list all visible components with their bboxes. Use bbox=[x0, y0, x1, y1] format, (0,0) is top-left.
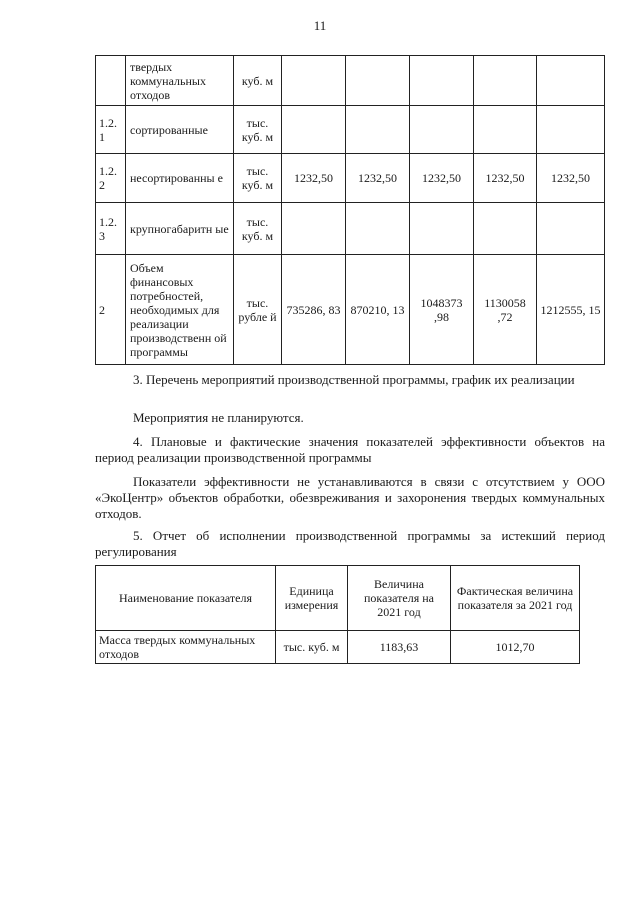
row-value: 1212555, 15 bbox=[537, 255, 605, 365]
row-name: Масса твердых коммунальных отходов bbox=[96, 631, 276, 664]
table-row bbox=[96, 255, 605, 365]
row-value: 1232,50 bbox=[346, 154, 410, 203]
row-value bbox=[537, 106, 605, 154]
row-unit: тыс. куб. м bbox=[234, 203, 282, 255]
row-value: 1232,50 bbox=[537, 154, 605, 203]
row-name: сортированные bbox=[126, 106, 234, 154]
section-3-text: Мероприятия не планируются. bbox=[133, 410, 304, 425]
section-4-heading: 4. Плановые и фактические значения показателей эффективности объектов на период реализации производственной программы bbox=[95, 434, 605, 465]
row-unit: тыс. куб. м bbox=[276, 631, 348, 664]
row-unit: тыс. куб. м bbox=[234, 154, 282, 203]
row-value bbox=[410, 106, 474, 154]
row-value: 1232,50 bbox=[410, 154, 474, 203]
header-unit: Единица измерения bbox=[276, 566, 348, 631]
row-number: 1.2. 1 bbox=[96, 106, 126, 154]
row-value bbox=[537, 56, 605, 106]
row-value bbox=[537, 203, 605, 255]
row-value bbox=[282, 203, 346, 255]
row-value bbox=[474, 203, 537, 255]
section-3-heading: 3. Перечень мероприятий производственной программы, график их реализации bbox=[133, 372, 575, 387]
table-header-row bbox=[96, 566, 580, 631]
header-actual: Фактическая величина показателя за 2021 год bbox=[451, 566, 580, 631]
row-number: 2 bbox=[96, 255, 126, 365]
table-row bbox=[96, 56, 605, 106]
row-name: крупногабаритн ые bbox=[126, 203, 234, 255]
row-value bbox=[346, 106, 410, 154]
row-name: твердых коммунальных отходов bbox=[126, 56, 234, 106]
row-value: 735286, 83 bbox=[282, 255, 346, 365]
table-row bbox=[96, 203, 605, 255]
row-actual: 1012,70 bbox=[451, 631, 580, 664]
row-value: 1232,50 bbox=[282, 154, 346, 203]
row-value bbox=[282, 56, 346, 106]
row-unit: тыс. куб. м bbox=[234, 106, 282, 154]
row-name: несортированны е bbox=[126, 154, 234, 203]
row-number: 1.2. 3 bbox=[96, 203, 126, 255]
row-number bbox=[96, 56, 126, 106]
row-number: 1.2. 2 bbox=[96, 154, 126, 203]
row-value bbox=[346, 56, 410, 106]
row-value bbox=[282, 106, 346, 154]
header-name: Наименование показателя bbox=[96, 566, 276, 631]
row-planned: 1183,63 bbox=[348, 631, 451, 664]
table-row bbox=[96, 154, 605, 203]
section-4-text: Показатели эффективности не устанавливаются в связи с отсутствием у ООО «ЭкоЦентр» объектов обработки, обезвреживания и захоронения твердых коммунальных отходов. bbox=[95, 474, 605, 521]
table-row bbox=[96, 106, 605, 154]
section-5-heading: 5. Отчет об исполнении производственной программы за истекший период регулирования bbox=[95, 528, 605, 559]
row-value: 1232,50 bbox=[474, 154, 537, 203]
row-value: 870210, 13 bbox=[346, 255, 410, 365]
row-value bbox=[474, 56, 537, 106]
row-unit: тыс. рубле й bbox=[234, 255, 282, 365]
row-value: 1130058 ,72 bbox=[474, 255, 537, 365]
row-name: Объем финансовых потребностей, необходимых для реализации производственн ой программы bbox=[126, 255, 234, 365]
row-value bbox=[474, 106, 537, 154]
row-value bbox=[346, 203, 410, 255]
row-value: 1048373 ,98 bbox=[410, 255, 474, 365]
row-value bbox=[410, 56, 474, 106]
header-planned: Величина показателя на 2021 год bbox=[348, 566, 451, 631]
page-number: 11 bbox=[313, 18, 327, 33]
row-unit: куб. м bbox=[234, 56, 282, 106]
report-table bbox=[95, 565, 580, 664]
volume-table bbox=[95, 55, 605, 365]
row-value bbox=[410, 203, 474, 255]
table-row bbox=[96, 631, 580, 664]
